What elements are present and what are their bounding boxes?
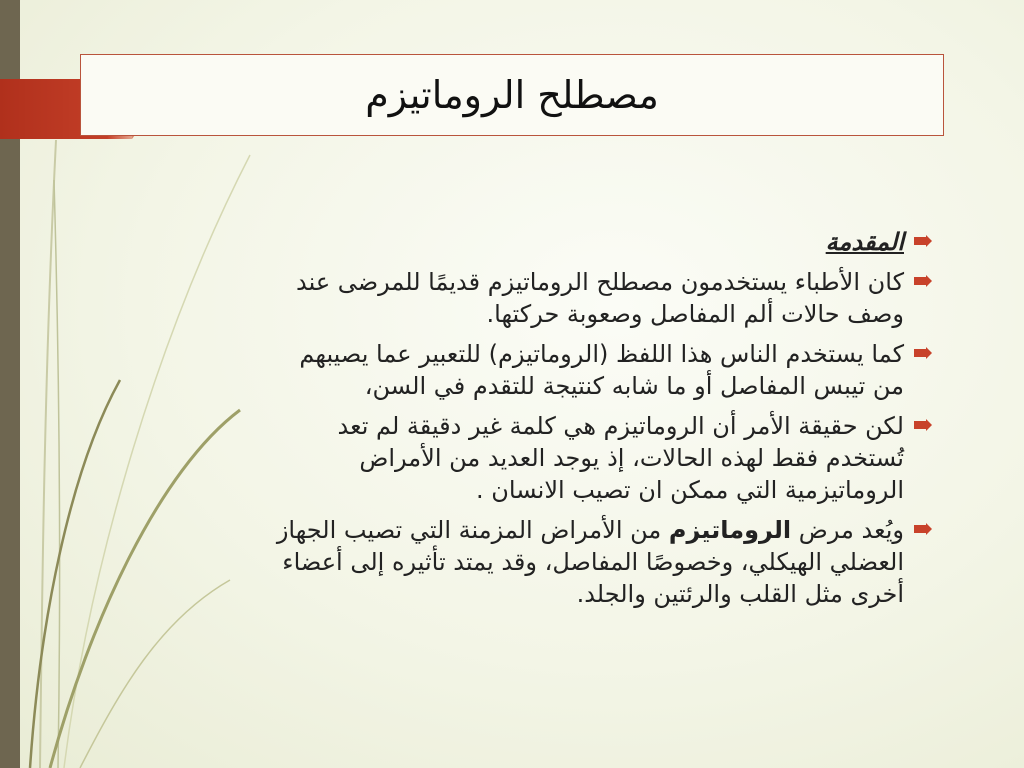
bullet-item [120, 226, 932, 258]
bullet-line: لكن حقيقة الأمر أن الروماتيزم هي كلمة غير دقيقة لم تعد [337, 412, 904, 440]
bullet-item [120, 338, 932, 402]
bullet-line: كان الأطباء يستخدمون مصطلح الروماتيزم قديمًا للمرضى عند [295, 268, 904, 296]
bullet-item [120, 410, 932, 506]
arrow-bullet-icon [914, 523, 932, 535]
bullet-line: العضلي الهيكلي، وخصوصًا المفاصل، وقد يمتد تأثيره إلى أعضاء [282, 548, 904, 576]
bullet-item [120, 514, 932, 610]
bullet-line: تُستخدم فقط لهذه الحالات، إذ يوجد العديد من الأمراض [359, 444, 904, 472]
bold-term: الروماتيزم [668, 516, 792, 544]
bullet-text: ويُعد مرض [791, 516, 904, 544]
arrow-bullet-icon [914, 235, 932, 247]
arrow-bullet-icon [914, 275, 932, 287]
bullet-text: من الأمراض المزمنة التي تصيب الجهاز [276, 516, 669, 544]
arrow-bullet-icon [914, 419, 932, 431]
arrow-bullet-icon [914, 347, 932, 359]
title-box [80, 54, 944, 136]
bullet-item [120, 266, 932, 330]
bullet-line: أخرى مثل القلب والرئتين والجلد. [576, 580, 904, 608]
bullet-list [120, 226, 932, 618]
bullet-line: من تيبس المفاصل أو ما شابه كنتيجة للتقدم في السن، [364, 372, 904, 400]
section-heading: المقدمة [825, 228, 904, 256]
bullet-line: كما يستخدم الناس هذا اللفظ (الروماتيزم) للتعبير عما يصيبهم [299, 340, 904, 368]
bullet-line: وصف حالات ألم المفاصل وصعوبة حركتها. [486, 300, 904, 328]
slide-title: مصطلح الروماتيزم [365, 73, 659, 117]
bullet-line: الروماتيزمية التي ممكن ان تصيب الانسان . [476, 476, 904, 504]
bullet-line [120, 514, 904, 546]
